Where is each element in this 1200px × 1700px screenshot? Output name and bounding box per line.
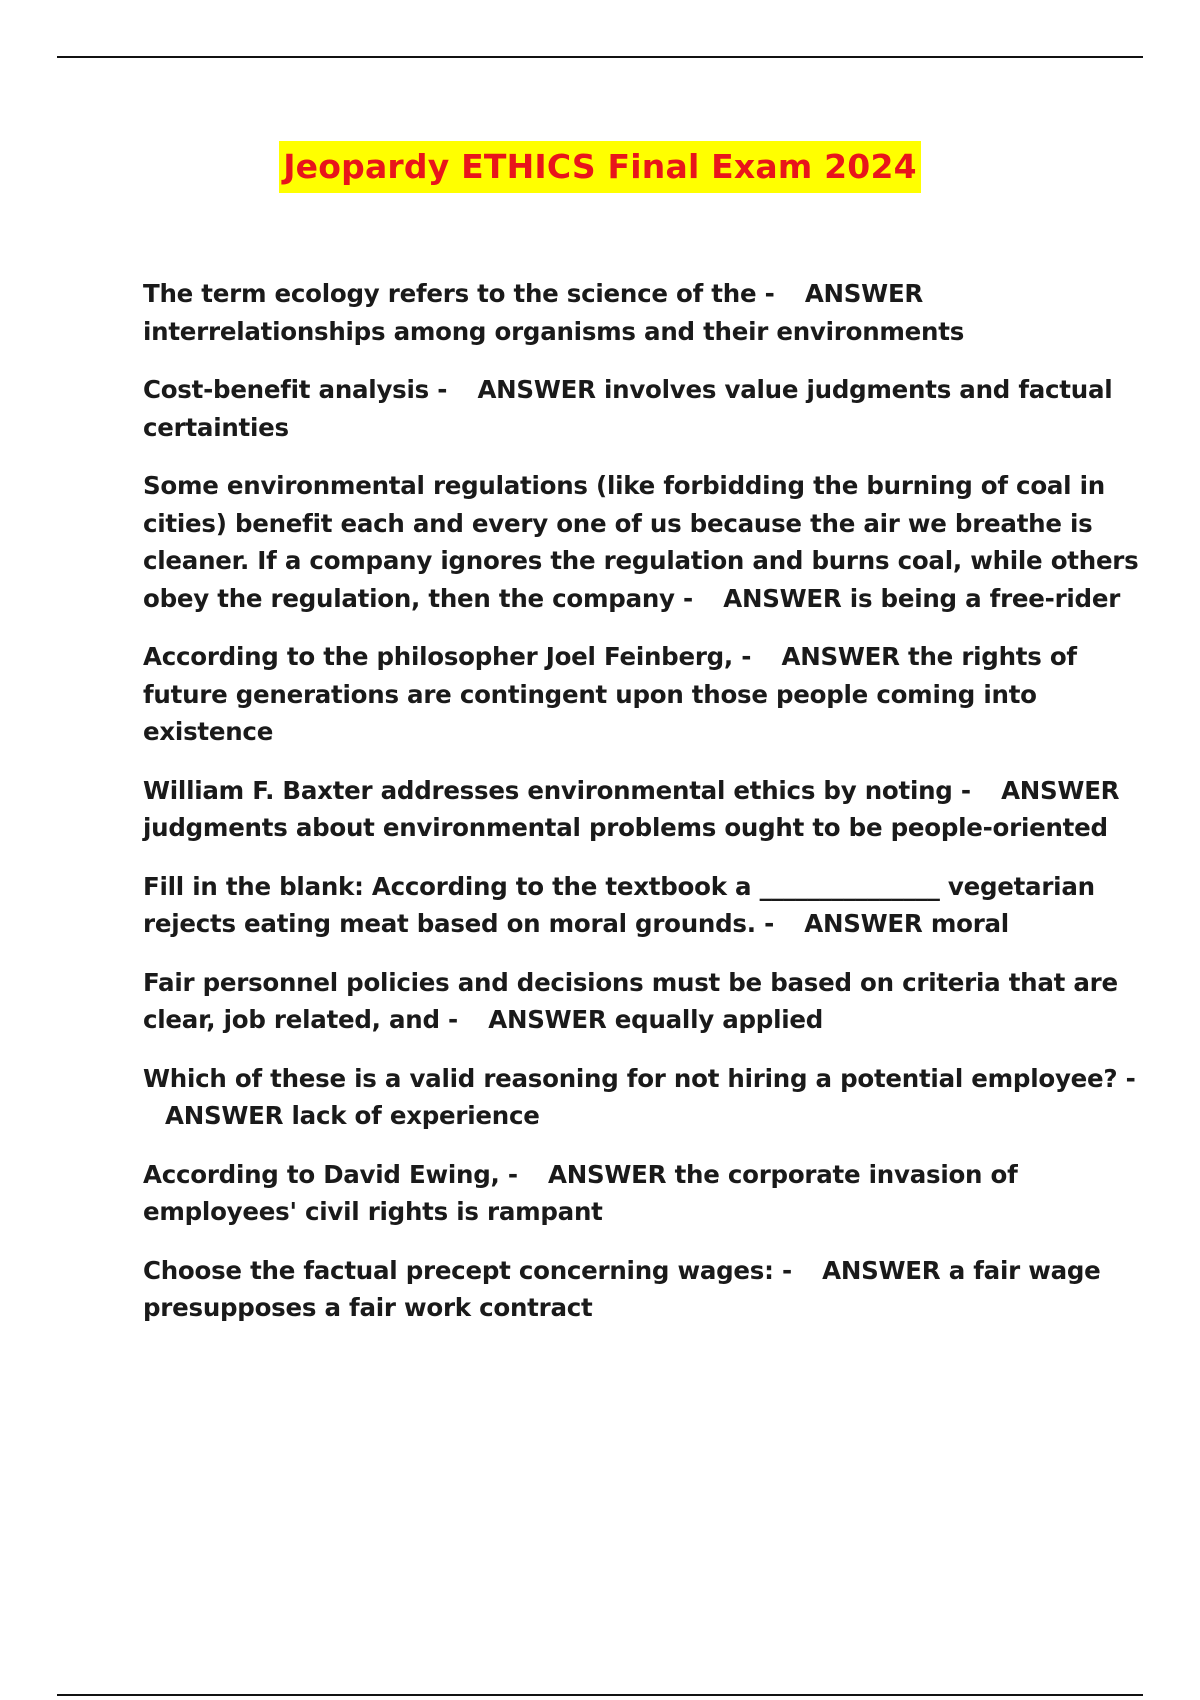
answer-text: a fair wage presupposes a fair work contract [143, 1255, 1101, 1322]
qa-item [143, 1252, 1143, 1327]
answer-label: ANSWER [477, 375, 596, 404]
answer-label: ANSWER [165, 1101, 284, 1130]
answer-text: moral [930, 909, 1009, 938]
qa-item [143, 1156, 1143, 1231]
question-text: Cost-benefit analysis - [143, 375, 448, 404]
answer-text: is being a free-rider [849, 583, 1121, 613]
title-container [0, 141, 1200, 193]
answer-text: lack of experience [291, 1101, 540, 1130]
qa-item [143, 638, 1143, 751]
qa-item [143, 371, 1143, 446]
answer-label: ANSWER [1001, 775, 1120, 805]
answer-text: the corporate invasion of employees' civil rights is rampant [143, 1159, 1018, 1226]
question-text: Fair personnel policies and decisions must be based on criteria that are clear, job related, and - [143, 967, 1118, 1034]
qa-item [143, 868, 1143, 943]
question-text: William F. Baxter addresses environmental ethics by noting - [143, 775, 971, 805]
qa-item [143, 275, 1143, 350]
answer-label: ANSWER [804, 909, 923, 938]
question-text: According to the philosopher Joel Feinberg, - [143, 642, 752, 671]
answer-label: ANSWER [548, 1159, 667, 1189]
qa-item [143, 467, 1143, 617]
answer-text: interrelationships among organisms and their environments [143, 316, 965, 346]
bottom-divider [57, 1694, 1143, 1696]
answer-label: ANSWER [804, 279, 924, 308]
question-text: Choose the factual precept concerning wages: - [143, 1255, 792, 1285]
answer-text: judgments about environmental problems ought to be people-oriented [143, 813, 1108, 842]
answer-label: ANSWER [822, 1255, 941, 1285]
answer-label: ANSWER [488, 1005, 607, 1034]
question-text: The term ecology refers to the science of the - [143, 279, 775, 308]
document-title: Jeopardy ETHICS Final Exam 2024 [279, 141, 921, 193]
qa-item [143, 1060, 1143, 1135]
top-divider [57, 56, 1143, 58]
question-text: Which of these is a valid reasoning for not hiring a potential employee? - [143, 1063, 1136, 1093]
answer-text: equally applied [614, 1005, 824, 1034]
question-text: Fill in the blank: According to the textbook a _______________ vegetarian rejects eating meat based on moral grounds. - [143, 871, 1095, 938]
qa-list [143, 275, 1143, 1348]
answer-text: involves value judgments and factual certainties [143, 375, 1113, 442]
question-text: According to David Ewing, - [143, 1159, 518, 1189]
qa-item [143, 964, 1143, 1039]
qa-item [143, 772, 1143, 847]
answer-label: ANSWER [781, 642, 900, 671]
question-text: Some environmental regulations (like forbidding the burning of coal in cities) benefit each and every one of us because the air we breathe is cleaner. If a company ignores the regulation and burns coal, while others obey the regulation, then the company - [143, 471, 1139, 613]
answer-text: the rights of future generations are contingent upon those people coming into existence [143, 642, 1077, 746]
answer-label: ANSWER [723, 583, 842, 613]
